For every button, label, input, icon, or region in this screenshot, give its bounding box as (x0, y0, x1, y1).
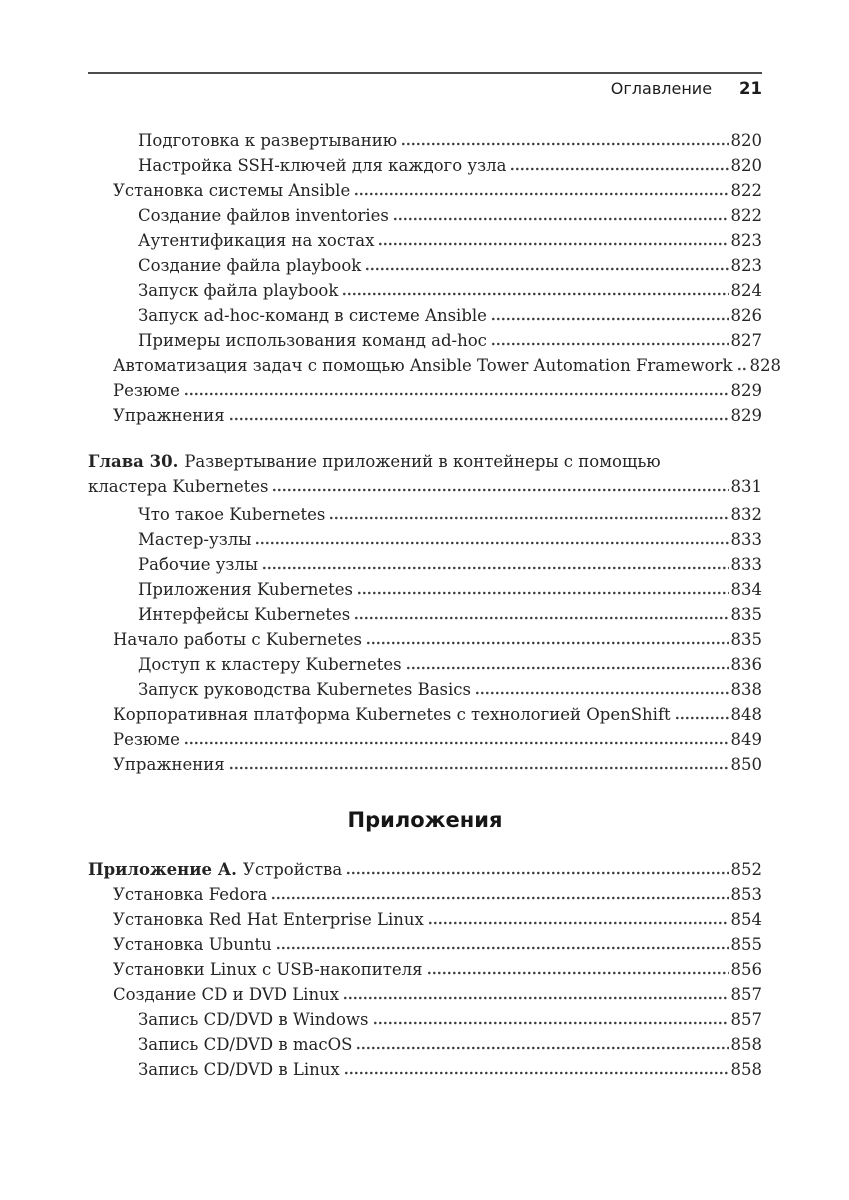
chapter-title-line2 (88, 474, 762, 499)
toc-entry-page-number: 822 (730, 181, 762, 200)
toc-entry-page-number: 832 (730, 505, 762, 524)
toc-entry-page-number: 848 (730, 705, 762, 724)
dot-leader (330, 516, 728, 520)
toc-entry-label: Интерфейсы Kubernetes (138, 605, 351, 624)
toc-entry (138, 1032, 762, 1057)
toc-entry-label: Упражнения (113, 406, 225, 425)
toc-entry-page-number: 822 (730, 206, 762, 225)
toc-entry-page-number: 829 (730, 381, 762, 400)
toc-entry-label: Корпоративная платформа Kubernetes с технологией OpenShift (113, 705, 671, 724)
toc-entry-page-number: 826 (730, 306, 762, 325)
dot-leader (394, 217, 729, 221)
toc-entry-page-number: 823 (730, 256, 762, 275)
toc-entry (138, 153, 762, 178)
dot-leader (511, 167, 728, 171)
toc-entry (138, 652, 762, 677)
toc-entry-label: Примеры использования команд ad-hoc (138, 331, 487, 350)
header-rule (88, 72, 762, 74)
dot-leader (263, 566, 728, 570)
toc-entry (113, 403, 762, 428)
toc-entry (138, 1007, 762, 1032)
chapter-title-text-continued: кластера Kubernetes (88, 477, 269, 496)
toc-entry-label: Рабочие узлы (138, 555, 259, 574)
dot-leader (345, 1071, 729, 1075)
toc-entry-page-number: 857 (730, 1010, 762, 1029)
toc-entry (138, 128, 762, 153)
dot-leader (379, 242, 728, 246)
toc-entry-page-number: 829 (730, 406, 762, 425)
toc-entry (113, 932, 762, 957)
toc-entry-page-number: 820 (730, 156, 762, 175)
toc-entry-page-number: 835 (730, 605, 762, 624)
toc-entry-page-number: 827 (730, 331, 762, 350)
toc-entry-page-number: 857 (730, 985, 762, 1004)
toc-entry (138, 303, 762, 328)
dot-leader (476, 691, 729, 695)
toc-entry-label: Установка системы Ansible (113, 181, 351, 200)
toc-entry (88, 857, 762, 882)
dot-leader (357, 1046, 728, 1050)
dot-leader (374, 1021, 729, 1025)
toc-entry-label: Установка Red Hat Enterprise Linux (113, 910, 424, 929)
toc-entry-label: Автоматизация задач с помощью Ansible Tower Automation Framework (113, 356, 733, 375)
running-head-page-number: 21 (739, 79, 762, 98)
toc-entry (113, 957, 762, 982)
toc-entry-label: Резюме (113, 730, 180, 749)
dot-leader (230, 417, 729, 421)
dot-leader (738, 367, 748, 371)
toc-entry-page-number: 855 (730, 935, 762, 954)
toc-entry-label: Мастер-узлы (138, 530, 252, 549)
toc-entry (138, 602, 762, 627)
toc-entry-page-number: 833 (730, 555, 762, 574)
toc-entry (138, 527, 762, 552)
dot-leader (185, 392, 729, 396)
toc-entry-page-number: 858 (730, 1060, 762, 1079)
dot-leader (367, 641, 729, 645)
toc-entry-page-number: 856 (730, 960, 762, 979)
dot-leader (343, 292, 728, 296)
dot-leader (185, 741, 729, 745)
toc-entry (113, 702, 762, 727)
dot-leader (355, 192, 728, 196)
chapter-title-text: Развертывание приложений в контейнеры с помощью (184, 452, 661, 471)
toc-entry-page-number: 836 (730, 655, 762, 674)
toc-entry-label: Доступ к кластеру Kubernetes (138, 655, 402, 674)
toc-entry-label: Подготовка к развертыванию (138, 131, 398, 150)
toc-entry (113, 727, 762, 752)
toc-entry-label: Приложения Kubernetes (138, 580, 354, 599)
dot-leader (358, 591, 728, 595)
toc-entry (138, 203, 762, 228)
toc-entry-label: Установка Fedora (113, 885, 268, 904)
toc-entry (138, 253, 762, 278)
toc-entry-label: Создание файлов inventories (138, 206, 389, 225)
toc-entry (113, 882, 762, 907)
toc-entry-page-number: 850 (730, 755, 762, 774)
dot-leader (355, 616, 728, 620)
toc-entry (138, 228, 762, 253)
toc-entry-page-number: 852 (730, 860, 762, 879)
toc-entry-label: Устройства (242, 860, 343, 879)
dot-leader (277, 946, 729, 950)
part-heading: Приложения (347, 808, 503, 832)
toc-entry (138, 677, 762, 702)
toc-entry-label: Запись CD/DVD в Windows (138, 1010, 369, 1029)
chapter-page-number: 831 (730, 477, 762, 496)
toc-entry-label: Запись CD/DVD в macOS (138, 1035, 353, 1054)
toc-entry-label: Настройка SSH-ключей для каждого узла (138, 156, 507, 175)
dot-leader (230, 766, 729, 770)
toc-entry-label: Что такое Kubernetes (138, 505, 326, 524)
dot-leader (344, 996, 728, 1000)
toc-entry (113, 752, 762, 777)
toc-entry-label: Запуск файла playbook (138, 281, 339, 300)
toc-entry (138, 577, 762, 602)
toc-entry-page-number: 820 (730, 131, 762, 150)
toc-entry-label: Запуск руководства Kubernetes Basics (138, 680, 471, 699)
toc-entry-page-number: 824 (730, 281, 762, 300)
dot-leader (256, 541, 728, 545)
toc-entry-label: Аутентификация на хостах (138, 231, 375, 250)
toc-entry-label: Установки Linux с USB-накопителя (113, 960, 423, 979)
toc-entry-label: Упражнения (113, 755, 225, 774)
running-head-title: Оглавление (610, 79, 713, 98)
toc-entry (138, 328, 762, 353)
toc-entry-label: Начало работы с Kubernetes (113, 630, 362, 649)
toc-entry-label: Резюме (113, 381, 180, 400)
dot-leader (676, 716, 729, 720)
dot-leader (273, 488, 728, 492)
toc-entry-label: Установка Ubuntu (113, 935, 272, 954)
toc-entry-page-number: 854 (730, 910, 762, 929)
toc-entry-page-number: 833 (730, 530, 762, 549)
toc-entry (113, 627, 762, 652)
dot-leader (347, 871, 728, 875)
toc-entry (113, 378, 762, 403)
chapter-number-prefix: Глава 30. (88, 452, 179, 471)
running-head (88, 79, 762, 98)
dot-leader (402, 142, 728, 146)
toc-entry-label: Запись CD/DVD в Linux (138, 1060, 340, 1079)
toc-entry-page-number: 838 (730, 680, 762, 699)
toc-entry-label: Создание CD и DVD Linux (113, 985, 340, 1004)
dot-leader (429, 921, 729, 925)
toc-entry-page-number: 849 (730, 730, 762, 749)
toc-entry-page-number: 858 (730, 1035, 762, 1054)
dot-leader (492, 317, 729, 321)
toc-entry (138, 278, 762, 303)
toc-entry-prefix: Приложение А. (88, 860, 237, 879)
chapter-heading-entry (88, 449, 762, 499)
toc-entry (113, 178, 762, 203)
toc-entry (138, 552, 762, 577)
toc-entry-page-number: 853 (730, 885, 762, 904)
toc-entry (113, 353, 781, 378)
chapter-title-line1 (88, 449, 762, 474)
dot-leader (272, 896, 728, 900)
dot-leader (428, 971, 729, 975)
dot-leader (407, 666, 729, 670)
toc-entry-page-number: 835 (730, 630, 762, 649)
toc-entry-page-number: 823 (730, 231, 762, 250)
toc-entry-page-number: 834 (730, 580, 762, 599)
table-of-contents (88, 128, 781, 1082)
toc-entry-label: Запуск ad-hoc-команд в системе Ansible (138, 306, 487, 325)
toc-entry (138, 502, 762, 527)
dot-leader (366, 267, 728, 271)
toc-entry-label: Создание файла playbook (138, 256, 362, 275)
toc-entry (138, 1057, 762, 1082)
toc-entry (113, 907, 762, 932)
toc-entry (113, 982, 762, 1007)
dot-leader (492, 342, 729, 346)
toc-entry-page-number: 828 (749, 356, 781, 375)
